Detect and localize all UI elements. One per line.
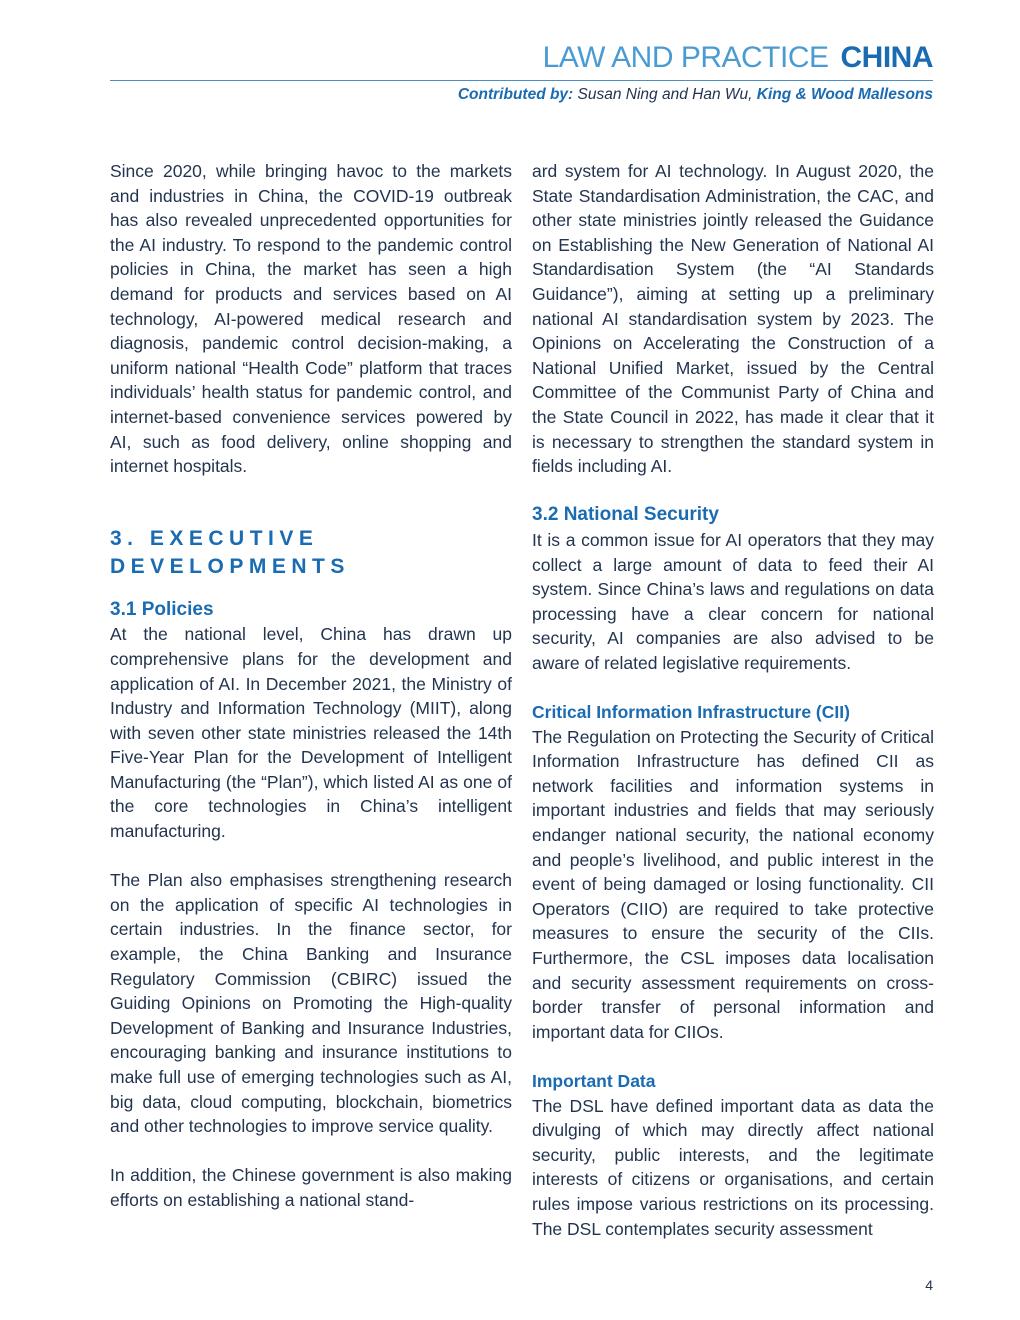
header-title-country: CHINA: [840, 41, 933, 74]
national-security-paragraph: It is a common issue for AI operators that they may collect a large amount of data to feed their AI system. Since China’s laws and regulations on data processing have a clear concern for national security, AI companies are also advised to be aware of related legislative requirements.: [532, 529, 934, 673]
header-title-light: LAW AND PRACTICE: [542, 41, 829, 74]
intro-paragraph: Since 2020, while bringing havoc to the markets and industries in China, the COVID-19 outbreak has also revealed unprecedented opportunities for the AI industry. To respond to the pandemic control policies in China, the market has seen a high demand for products and services based on AI technology, AI-powered medical research and diagnosis, pandemic control decision-making, a uniform national “Health Code” platform that traces individuals’ health status for pandemic control, and internet-based convenience services powered by AI, such as food delivery, online shopping and internet hospitals.: [110, 161, 512, 477]
cii-paragraph: The Regulation on Protecting the Security of Critical Information Infrastructure has defined CII as network facilities and information systems in important industries and fields that may seriously endanger national security, the national economy and people’s livelihood, and public interest in the event of being damaged or losing functionality. CII Operators (CIIO) are required to take protective measures to ensure the security of the CIIs. Furthermore, the CSL imposes data localisation and security assessment requirements on cross-border transfer of personal information and important data for CIIOs.: [532, 726, 934, 1042]
section-heading-line1: 3. EXECUTIVE: [110, 526, 319, 550]
cii-heading: Critical Information Infrastructure (CII): [532, 702, 850, 723]
byline-firm: King & Wood Mallesons: [756, 86, 933, 103]
header-divider: [110, 80, 933, 81]
standards-paragraph: ard system for AI technology. In August 2020, the State Standardisation Administration, the CAC, and other state ministries jointly released the Guidance on Establishing the New Generation of National AI Standardisation System (the “AI Standards Guidance”), aiming at setting up a preliminary national AI standardisation system by 2023. The Opinions on Accelerating the Construction of a National Unified Market, issued by the Central Committee of the Communist Party of China and the State Council in 2022, has made it clear that it is necessary to strengthen the standard system in fields including AI.: [532, 161, 934, 477]
page-number: 4: [925, 1277, 933, 1293]
policies-paragraph-3: In addition, the Chinese government is also making efforts on establishing a national stand-: [110, 1165, 512, 1210]
subsection-heading-national-security: 3.2 National Security: [532, 504, 719, 526]
right-column: [532, 159, 934, 1241]
policies-paragraph-2: The Plan also emphasises strengthening research on the application of specific AI technologies in certain industries. In the finance sector, for example, the China Banking and Insurance Regulatory Commission (CBIRC) issued the Guiding Opinions on Promoting the High-quality Development of Banking and Insurance Industries, encouraging banking and insurance institutions to make full use of emerging technologies such as AI, big data, cloud computing, blockchain, biometrics and other technologies to improve service quality.: [110, 870, 512, 1137]
byline-label: Contributed by:: [457, 86, 574, 103]
important-data-paragraph: The DSL have defined important data as data the divulging of which may directly affect national security, public interests, and the legitimate interests of citizens or organisations, and certain rules impose various restrictions on its processing. The DSL contemplates security assessment: [532, 1095, 934, 1239]
important-data-heading: Important Data: [532, 1070, 656, 1091]
subsection-heading-policies: 3.1 Policies: [110, 598, 214, 620]
left-column: [110, 159, 512, 1213]
section-heading-line2: DEVELOPMENTS: [110, 554, 350, 578]
policies-paragraph-1: At the national level, China has drawn up comprehensive plans for the development and application of AI. In December 2021, the Ministry of Industry and Information Technology (MIIT), along with seven other state ministries released the 14th Five-Year Plan for the Development of Intelligent Manufacturing (the “Plan”), which listed AI as one of the core technologies in China’s intelligent manufacturing.: [110, 624, 512, 842]
contributor-byline: [458, 86, 933, 104]
section-heading: [110, 525, 512, 581]
byline-authors: Susan Ning and Han Wu,: [573, 86, 757, 103]
running-header-title: [543, 38, 933, 78]
